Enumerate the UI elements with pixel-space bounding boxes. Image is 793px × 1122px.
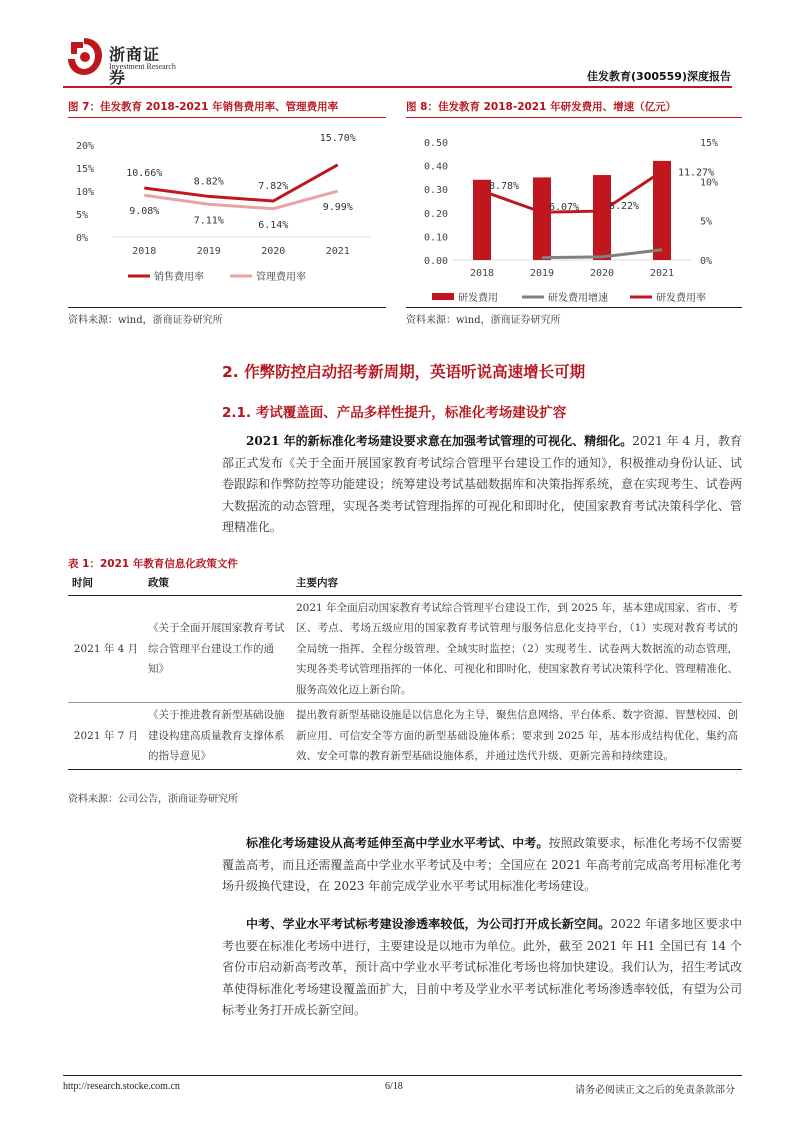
- data-label: 11.27%: [677, 167, 715, 179]
- figure-8-chart: [402, 125, 742, 315]
- legend-label: 研发费用率: [656, 293, 706, 304]
- right-axis-tick-label: 15%: [700, 138, 719, 149]
- figure-7-bottom-rule: [68, 307, 386, 308]
- figure-7-chart: [60, 125, 390, 305]
- page-number: 6/18: [385, 1081, 403, 1092]
- x-axis-tick-label: 2018: [469, 268, 495, 279]
- table-cell-policy: 《关于全面开展国家教育考试综合管理平台建设工作的通知》: [144, 595, 292, 703]
- x-axis-tick-label: 2019: [529, 268, 555, 279]
- data-label: 7.11%: [193, 215, 224, 227]
- y-axis-tick-label: 15%: [76, 164, 95, 175]
- report-title: 佳发教育(300559)深度报告: [587, 70, 731, 83]
- figure-8-title-rule: [406, 117, 742, 118]
- legend-label: 研发费用: [458, 293, 498, 304]
- footer-disclaimer: 请务必阅读正文之后的免责条款部分: [575, 1085, 735, 1096]
- left-axis-tick-label: 0.30: [424, 185, 449, 197]
- table-cell-time: 2021 年 4 月: [68, 595, 144, 703]
- y-axis-tick-label: 20%: [76, 141, 95, 152]
- left-axis-tick-label: 0.50: [424, 138, 449, 149]
- paragraph-2-lead: 标准化考场建设从高考延伸至高中学业水平考试、中考。: [246, 836, 549, 850]
- y-axis-tick-label: 0%: [76, 233, 89, 244]
- bar-rd-expense: [593, 175, 611, 260]
- paragraph-3: [222, 914, 742, 1022]
- table-1-source: 资料来源：公司公告，浙商证券研究所: [68, 794, 238, 805]
- data-label: 9.99%: [322, 202, 353, 214]
- figure-8-title: 图 8：佳发教育 2018-2021 年研发费用、增速（亿元）: [406, 101, 677, 113]
- table-row: [68, 595, 742, 703]
- subsection-heading: 2.1. 考试覆盖面、产品多样性提升，标准化考场建设扩容: [222, 405, 567, 421]
- section-heading: 2. 作弊防控启动招考新周期，英语听说高速增长可期: [222, 363, 586, 381]
- x-axis-tick-label: 2021: [649, 268, 675, 279]
- x-axis-tick-label: 2018: [132, 246, 157, 257]
- y-axis-tick-label: 5%: [76, 210, 89, 221]
- left-axis-tick-label: 0.10: [424, 232, 449, 244]
- logo-english-name: Investment Research: [109, 62, 176, 71]
- x-axis-tick-label: 2020: [261, 246, 286, 257]
- logo-chinese-name: 浙商证券: [109, 45, 161, 87]
- data-label: 6.07%: [548, 202, 580, 214]
- y-axis-tick-label: 10%: [76, 187, 95, 198]
- x-axis-tick-label: 2021: [325, 246, 350, 257]
- paragraph-3-lead: 中考、学业水平考试标考建设渗透率较低，为公司打开成长新空间。: [246, 917, 611, 931]
- table-cell-content: 2021 年全面启动国家教育考试综合管理平台建设工作，到 2025 年，基本建成国家、省市、考区、考点、考场五级应用的国家教育考试管理与服务信息化支持平台，（1）实现对教育考试的全局统一指挥、全程分级管理、全域实时监控；（2）实现考生、试卷两大数据流的动态管理，实现各类考试管理指挥的一体化、可视化和即时化，使国家教育考试决策科学化、管理精准化、服务高效化迈上新台阶。: [292, 595, 742, 703]
- paragraph-2-text: 按照政策要求，标准化考场不仅需要覆盖高考，而且还需覆盖高中学业水平考试及中考；全国应在 2021 年高考前完成高考用标准化考场升级换代建设，在 2023 年前完成学业水平考试用标准化考场建设。: [222, 836, 742, 894]
- data-label: 6.22%: [608, 201, 640, 213]
- figure-7-title-rule: [68, 117, 386, 118]
- header-rule: [63, 86, 732, 88]
- paragraph-2: [222, 833, 742, 898]
- table-header-time: 时间: [68, 572, 144, 595]
- data-label: 7.82%: [258, 181, 289, 193]
- bar-rd-expense: [533, 177, 551, 260]
- table-cell-time: 2021 年 7 月: [68, 703, 144, 770]
- table-header-content: 主要内容: [292, 572, 742, 595]
- brand-logo: [63, 36, 176, 87]
- legend-label: 研发费用增速: [548, 293, 608, 304]
- data-label: 8.82%: [193, 176, 224, 188]
- x-axis-tick-label: 2020: [589, 268, 615, 279]
- footer-rule: [63, 1075, 742, 1076]
- paragraph-1-text: 2021 年 4 月，教育部正式发布《关于全面开展国家教育考试综合管理平台建设工作的通知》，积极推动身份认证、试卷跟踪和作弊防控等功能建设；统筹建设考试基础数据库和决策指挥系统，意在实现考生、试卷两大数据流的动态管理，实现各类考试管理指挥的可视化和即时化，使国家教育考试决策科学化、管理精准化。: [222, 434, 742, 535]
- table-1-title: 表 1：2021 年教育信息化政策文件: [68, 558, 238, 570]
- x-axis-tick-label: 2019: [196, 246, 221, 257]
- table-row: [68, 703, 742, 770]
- policy-table: [68, 572, 742, 770]
- table-cell-content: 提出教育新型基础设施是以信息化为主导，聚焦信息网络、平台体系、数字资源、智慧校园、创新应用、可信安全等方面的新型基础设施体系；要求到 2025 年，基本形成结构优化、集约高效、安全可靠的教育新型基础设施体系，并通过迭代升级、更新完善和持续建设。: [292, 703, 742, 770]
- legend-label: 管理费用率: [256, 272, 306, 283]
- figure-7-title: 图 7：佳发教育 2018-2021 年销售费用率、管理费用率: [68, 101, 339, 113]
- right-axis-tick-label: 5%: [700, 216, 713, 228]
- right-axis-tick-label: 0%: [700, 256, 713, 267]
- data-label: 9.08%: [129, 206, 160, 218]
- table-header-policy: 政策: [144, 572, 292, 595]
- right-axis-tick-label: 10%: [700, 177, 719, 189]
- logo-icon: [63, 36, 105, 78]
- left-axis-tick-label: 0.20: [424, 208, 449, 220]
- data-label: 10.66%: [126, 167, 163, 179]
- left-axis-tick-label: 0.40: [424, 161, 449, 173]
- paragraph-3-text: 2022 年诸多地区要求中考也要在标准化考场中进行，主要建设是以地市为单位。此外，截至 2021 年 H1 全国已有 14 个省份市启动新高考改革，预计高中学业水平考试标准化考场也将加快建设。我们认为，招生考试改革使得标准化考场建设覆盖面扩大，目前中考及学业水平考试标准化考场渗透率较低，有望为公司标考业务打开成长新空间。: [222, 917, 742, 1018]
- figure-7-source: 资料来源：wind，浙商证券研究所: [68, 315, 223, 326]
- legend-swatch: [432, 293, 454, 300]
- data-label: 8.78%: [488, 180, 520, 192]
- paragraph-1-lead: 2021 年的新标准化考场建设要求意在加强考试管理的可视化、精细化。: [246, 434, 633, 448]
- table-cell-policy: 《关于推进教育新型基础设施建设构建高质量教育支撑体系的指导意见》: [144, 703, 292, 770]
- figure-8-bottom-rule: [406, 307, 742, 308]
- figure-8-source: 资料来源：wind，浙商证券研究所: [406, 315, 561, 326]
- data-label: 6.14%: [258, 219, 289, 231]
- legend-label: 销售费用率: [154, 272, 204, 283]
- data-label: 15.70%: [319, 132, 356, 144]
- footer-website-link[interactable]: http://research.stocke.com.cn: [63, 1081, 180, 1092]
- series-line-0: [144, 165, 338, 201]
- paragraph-1: [222, 431, 742, 539]
- left-axis-tick-label: 0.00: [424, 256, 449, 267]
